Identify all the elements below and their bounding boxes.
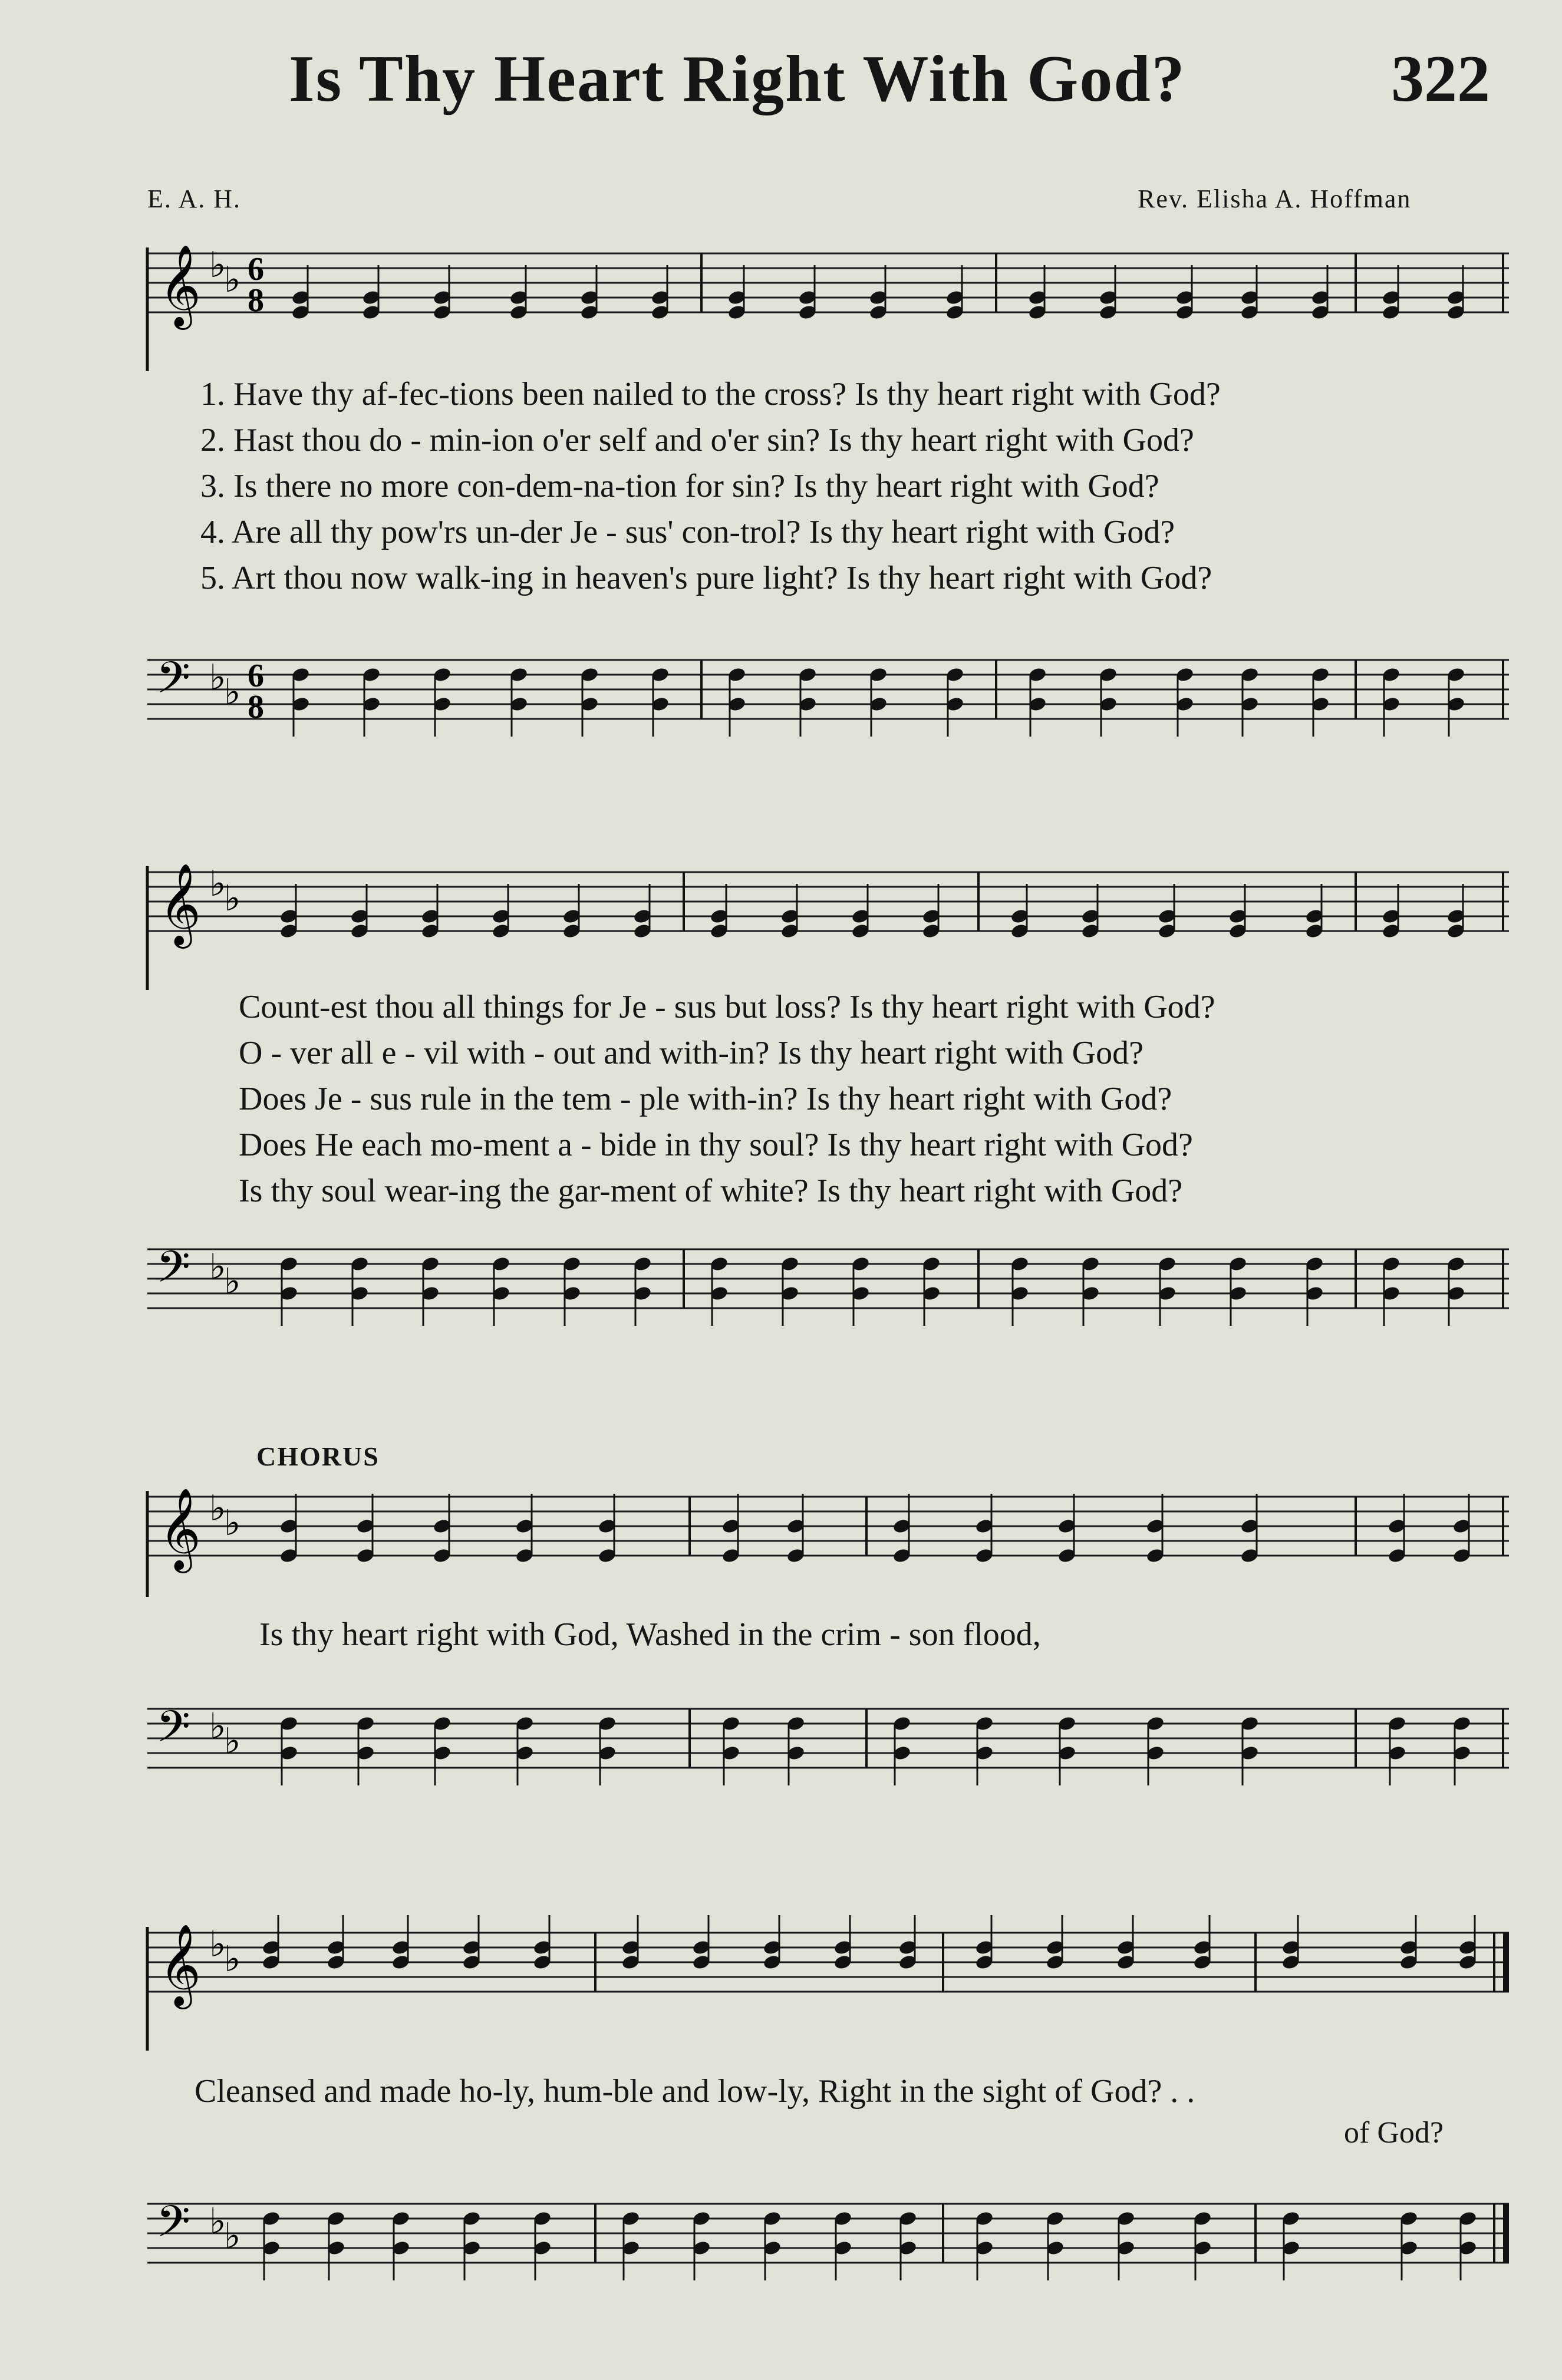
svg-text:𝄢: 𝄢 [156, 1701, 190, 1763]
svg-text:♭: ♭ [209, 657, 226, 698]
svg-text:♭: ♭ [224, 1261, 241, 1302]
svg-text:♭: ♭ [209, 2201, 226, 2242]
lyric-line: 5. Art thou now walk-ing in heaven's pure light? Is thy heart right with God? [200, 560, 1212, 596]
treble-staff-4-notation [141, 1915, 1515, 2051]
treble-notes-3 [279, 1494, 1471, 1564]
svg-text:♭: ♭ [209, 245, 226, 286]
svg-text:♭: ♭ [224, 878, 241, 919]
svg-text:♭: ♭ [209, 863, 226, 905]
lyric-line: Does He each mo-ment a - bide in thy soul? Is thy heart right with God? [239, 1127, 1193, 1163]
svg-text:𝄞: 𝄞 [159, 1924, 201, 2006]
bass-staff-2 [141, 1226, 1515, 1361]
bass-staff-2-notation [141, 1226, 1515, 1361]
treble-staff-1-notation [141, 236, 1515, 371]
hymn-title: Is Thy Heart Right With God? [289, 42, 1186, 115]
chorus-label: CHORUS [256, 1441, 380, 1471]
bass-staff-3 [141, 1673, 1515, 1809]
bass-staff-1 [141, 625, 1515, 760]
lyric-line: 4. Are all thy pow'rs un-der Je - sus' con-trol? Is thy heart right with God? [200, 514, 1175, 550]
lyric-line: O - ver all e - vil with - out and with-in? Is thy heart right with God? [239, 1035, 1144, 1071]
svg-text:8: 8 [248, 282, 264, 319]
svg-text:𝄞: 𝄞 [159, 1488, 201, 1570]
svg-text:♭: ♭ [209, 1706, 226, 1747]
lyric-line: Is thy soul wear-ing the gar-ment of white? Is thy heart right with God? [239, 1173, 1183, 1209]
svg-text:𝄢: 𝄢 [156, 652, 190, 714]
svg-text:𝄢: 𝄢 [156, 2196, 190, 2258]
lyric-line: Does Je - sus rule in the tem - ple with-in? Is thy heart right with God? [239, 1081, 1172, 1117]
lyric-line: Count-est thou all things for Je - sus but loss? Is thy heart right with God? [239, 989, 1215, 1025]
composer-credit: E. A. H. [147, 184, 241, 213]
svg-text:♭: ♭ [224, 259, 241, 301]
hymn-number: 322 [1391, 42, 1490, 115]
verse-lyrics-1 [200, 371, 1221, 601]
author-credit: Rev. Elisha A. Hoffman [1138, 184, 1412, 213]
svg-text:♭: ♭ [209, 1246, 226, 1288]
svg-text:6: 6 [248, 251, 264, 288]
treble-staff-2-notation [141, 854, 1515, 990]
svg-text:𝄞: 𝄞 [159, 245, 201, 326]
lyric-line: 1. Have thy af-fec-tions been nailed to the cross? Is thy heart right with God? [200, 376, 1221, 412]
svg-text:♭: ♭ [209, 1488, 226, 1529]
bass-notes-2 [279, 1256, 1465, 1326]
svg-text:𝄞: 𝄞 [159, 863, 201, 945]
treble-staff-2 [141, 854, 1515, 990]
bass-notes-1 [291, 666, 1465, 737]
treble-staff-4 [141, 1915, 1515, 2051]
treble-staff-3 [141, 1461, 1515, 1597]
svg-text:6: 6 [248, 658, 264, 694]
bass-staff-4 [141, 2180, 1515, 2316]
bass-staff-4-notation [141, 2180, 1515, 2316]
verse-lyrics-2 [239, 984, 1215, 1214]
lyric-line: Is thy heart right with God, Washed in the crim - son flood, [259, 1616, 1041, 1653]
treble-staff-1 [141, 236, 1515, 371]
bass-staff-1-notation [141, 625, 1515, 760]
bass-notes-4 [261, 2210, 1477, 2280]
chorus-lyrics-2 [195, 2068, 1195, 2114]
svg-text:8: 8 [248, 689, 264, 725]
treble-staff-3-notation [141, 1461, 1515, 1597]
lyric-line: 2. Hast thou do - min-ion o'er self and o'er sin? Is thy heart right with God? [200, 422, 1194, 458]
svg-text:𝄢: 𝄢 [156, 1242, 190, 1303]
lyric-line: Cleansed and made ho-ly, hum-ble and low-ly, Right in the sight of God? . . [195, 2073, 1195, 2110]
svg-text:♭: ♭ [224, 1939, 241, 1980]
bass-staff-3-notation [141, 1673, 1515, 1809]
lyric-line: 3. Is there no more con-dem-na-tion for sin? Is thy heart right with God? [200, 468, 1159, 504]
svg-text:♭: ♭ [224, 2216, 241, 2257]
chorus-lyrics-1 [259, 1612, 1041, 1658]
svg-text:♭: ♭ [224, 1721, 241, 1762]
svg-text:♭: ♭ [209, 1924, 226, 1965]
ending-lyric: of God? [1344, 2116, 1444, 2150]
svg-text:♭: ♭ [224, 1503, 241, 1544]
bass-notes-3 [279, 1715, 1471, 1785]
svg-text:♭: ♭ [224, 672, 241, 713]
